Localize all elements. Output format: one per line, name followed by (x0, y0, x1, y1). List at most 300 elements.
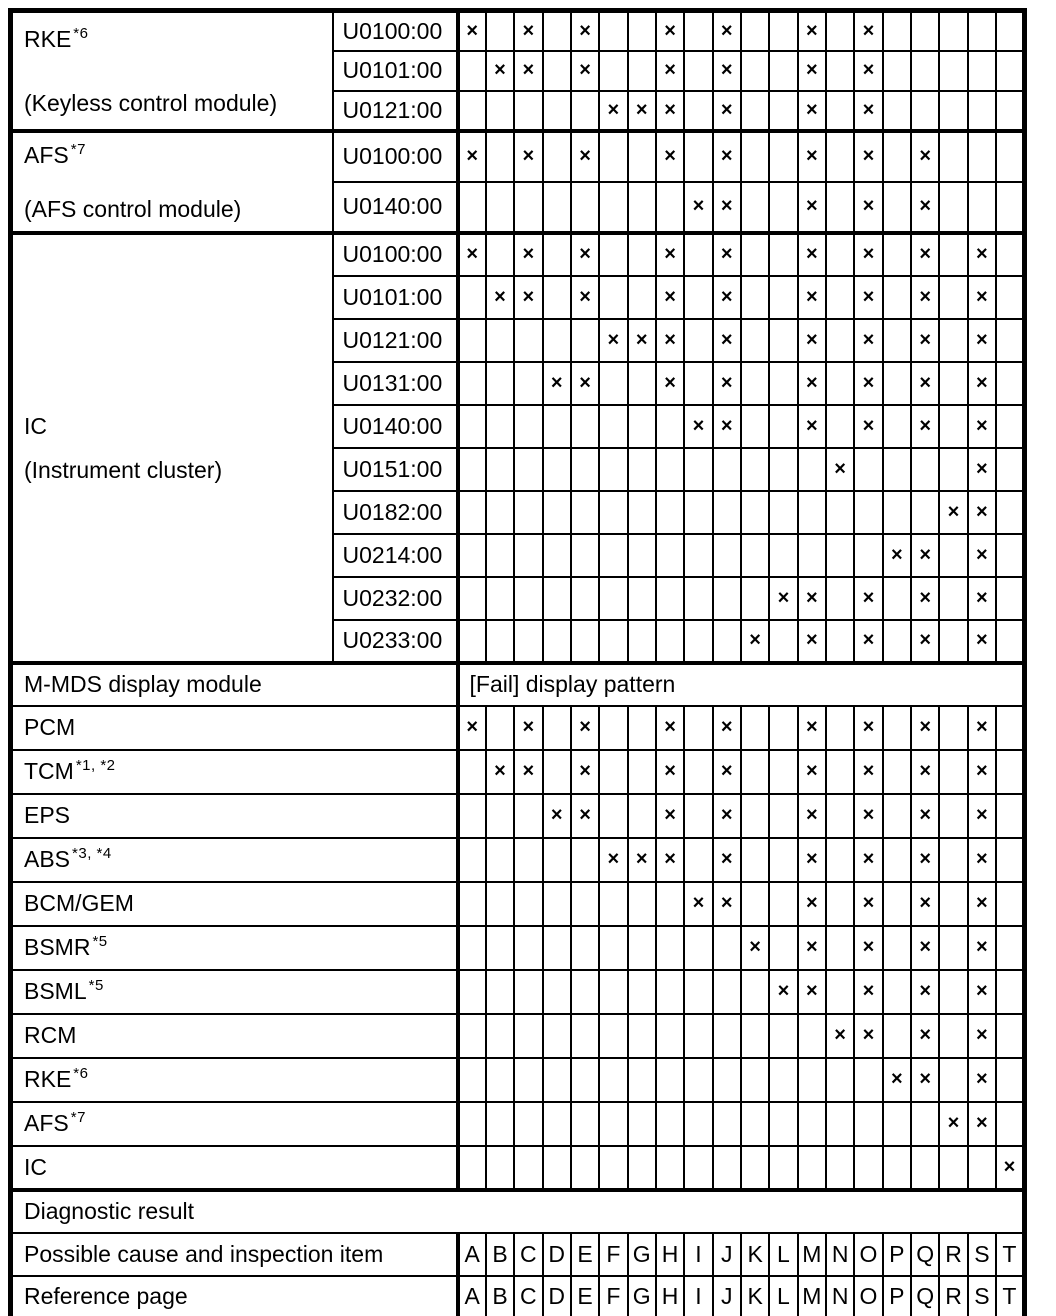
letter-cell-D: D (543, 1276, 571, 1316)
mark-cell-H (656, 970, 684, 1014)
mark-cell-I (684, 491, 712, 534)
module-label: AFS (24, 1110, 69, 1136)
mark-cell-L (769, 405, 797, 448)
mark-cell-O: × (854, 794, 882, 838)
letter-cell-O: O (854, 1276, 882, 1316)
module-label: BSMR (24, 934, 91, 960)
mark-cell-N (826, 534, 854, 577)
mark-cell-M: × (798, 405, 826, 448)
mark-cell-L (769, 233, 797, 276)
module-footnote: *7 (70, 140, 86, 158)
module-footnote: *5 (92, 933, 108, 951)
mark-cell-S: × (968, 1058, 996, 1102)
mark-cell-G (628, 405, 656, 448)
mark-cell-G (628, 620, 656, 663)
mark-cell-F (599, 1102, 627, 1146)
mark-cell-P (883, 577, 911, 620)
table-row (11, 11, 1025, 51)
mark-cell-Q: × (911, 970, 939, 1014)
mark-cell-T (996, 491, 1024, 534)
mark-cell-C (514, 91, 542, 131)
mark-cell-A (458, 750, 486, 794)
mark-cell-L (769, 448, 797, 491)
mark-cell-C: × (514, 706, 542, 750)
table-row (11, 882, 1025, 926)
mark-cell-F: × (599, 91, 627, 131)
mark-cell-J (713, 1014, 741, 1058)
mark-cell-D (543, 926, 571, 970)
mark-cell-Q: × (911, 620, 939, 663)
mark-cell-F (599, 276, 627, 319)
letter-cell-E: E (571, 1233, 599, 1276)
table-row (11, 970, 1025, 1014)
mark-cell-B (486, 182, 514, 233)
mark-cell-L (769, 1146, 797, 1190)
mark-cell-L (769, 491, 797, 534)
mark-cell-C: × (514, 11, 542, 51)
mark-cell-L (769, 838, 797, 882)
mark-cell-O: × (854, 51, 882, 91)
mark-cell-P (883, 1102, 911, 1146)
mark-cell-T (996, 182, 1024, 233)
mark-cell-Q (911, 51, 939, 91)
table-row (11, 750, 1025, 794)
mark-cell-G (628, 882, 656, 926)
mark-cell-Q: × (911, 794, 939, 838)
mark-cell-R (939, 577, 967, 620)
mark-cell-Q: × (911, 405, 939, 448)
module-group-cell (11, 11, 333, 131)
mark-cell-S: × (968, 276, 996, 319)
mark-cell-G (628, 131, 656, 182)
mark-cell-G (628, 1014, 656, 1058)
mark-cell-E: × (571, 276, 599, 319)
mark-cell-N (826, 926, 854, 970)
mark-cell-E (571, 1014, 599, 1058)
mark-cell-M: × (798, 750, 826, 794)
mark-cell-R (939, 1058, 967, 1102)
mark-cell-K (741, 448, 769, 491)
table-row (11, 1014, 1025, 1058)
mark-cell-B: × (486, 276, 514, 319)
mark-cell-P: × (883, 534, 911, 577)
module-name-line (24, 26, 332, 52)
mark-cell-R (939, 706, 967, 750)
mark-cell-K (741, 131, 769, 182)
letter-cell-L: L (769, 1233, 797, 1276)
mark-cell-D (543, 182, 571, 233)
module-footnote: *6 (73, 1065, 89, 1083)
dtc-code-cell: U0140:00 (333, 182, 458, 233)
letter-cell-T: T (996, 1233, 1024, 1276)
mark-cell-M: × (798, 276, 826, 319)
mark-cell-H (656, 882, 684, 926)
mark-cell-Q: × (911, 276, 939, 319)
letter-cell-O: O (854, 1233, 882, 1276)
module-label: TCM (24, 758, 74, 784)
mark-cell-A (458, 534, 486, 577)
mark-cell-P (883, 362, 911, 405)
mark-cell-N (826, 620, 854, 663)
mark-cell-N (826, 970, 854, 1014)
letter-cell-L: L (769, 1276, 797, 1316)
mark-cell-Q (911, 1102, 939, 1146)
mark-cell-B (486, 319, 514, 362)
mark-cell-P (883, 131, 911, 182)
mark-cell-A (458, 1058, 486, 1102)
mark-cell-C: × (514, 51, 542, 91)
mark-cell-M: × (798, 706, 826, 750)
letter-cell-K: K (741, 1233, 769, 1276)
table-row (11, 1233, 1025, 1276)
table-row (11, 1276, 1025, 1316)
mark-cell-S: × (968, 233, 996, 276)
table-row (11, 663, 1025, 706)
mark-cell-Q: × (911, 577, 939, 620)
module-cell (11, 882, 458, 926)
mark-cell-T (996, 706, 1024, 750)
mark-cell-R: × (939, 491, 967, 534)
letter-cell-M: M (798, 1233, 826, 1276)
mark-cell-H (656, 577, 684, 620)
mark-cell-K (741, 182, 769, 233)
mark-cell-K (741, 794, 769, 838)
mark-cell-J (713, 1146, 741, 1190)
mark-cell-K (741, 362, 769, 405)
mark-cell-O (854, 534, 882, 577)
mark-cell-N (826, 362, 854, 405)
mark-cell-J (713, 534, 741, 577)
mark-cell-M (798, 1058, 826, 1102)
mark-cell-B (486, 233, 514, 276)
mark-cell-S: × (968, 794, 996, 838)
mark-cell-C (514, 319, 542, 362)
mark-cell-R (939, 182, 967, 233)
mark-cell-I (684, 131, 712, 182)
mark-cell-I (684, 448, 712, 491)
mark-cell-S: × (968, 448, 996, 491)
module-cell (11, 838, 458, 882)
mark-cell-F (599, 1146, 627, 1190)
mark-cell-O: × (854, 405, 882, 448)
mark-cell-B (486, 1102, 514, 1146)
mark-cell-F: × (599, 838, 627, 882)
mark-cell-N (826, 794, 854, 838)
mark-cell-T (996, 51, 1024, 91)
mark-cell-B (486, 91, 514, 131)
mark-cell-N (826, 491, 854, 534)
mark-cell-J (713, 577, 741, 620)
mark-cell-H (656, 405, 684, 448)
mark-cell-K (741, 882, 769, 926)
mark-cell-E: × (571, 362, 599, 405)
mark-cell-M: × (798, 882, 826, 926)
mark-cell-F (599, 750, 627, 794)
mark-cell-J: × (713, 11, 741, 51)
mark-cell-L (769, 51, 797, 91)
mark-cell-M (798, 534, 826, 577)
mark-cell-F (599, 882, 627, 926)
mark-cell-N (826, 276, 854, 319)
mark-cell-D (543, 1014, 571, 1058)
letter-cell-H: H (656, 1276, 684, 1316)
module-label: IC (24, 412, 47, 439)
mark-cell-O: × (854, 131, 882, 182)
mark-cell-R (939, 1014, 967, 1058)
mark-cell-Q: × (911, 131, 939, 182)
mark-cell-Q: × (911, 534, 939, 577)
mark-cell-A (458, 182, 486, 233)
letter-cell-G: G (628, 1276, 656, 1316)
mark-cell-K (741, 233, 769, 276)
letter-cell-A: A (458, 1276, 486, 1316)
mark-cell-A (458, 276, 486, 319)
mark-cell-A (458, 51, 486, 91)
mark-cell-H (656, 1014, 684, 1058)
mark-cell-K (741, 51, 769, 91)
mark-cell-J: × (713, 91, 741, 131)
mark-cell-L (769, 1102, 797, 1146)
mark-cell-A: × (458, 233, 486, 276)
mark-cell-N (826, 1146, 854, 1190)
mark-cell-G (628, 794, 656, 838)
mark-cell-E (571, 970, 599, 1014)
mark-cell-L (769, 794, 797, 838)
mark-cell-D (543, 838, 571, 882)
mark-cell-C (514, 1102, 542, 1146)
table-row (11, 926, 1025, 970)
mark-cell-T (996, 233, 1024, 276)
mark-cell-P (883, 620, 911, 663)
mark-cell-B (486, 577, 514, 620)
mark-cell-D (543, 91, 571, 131)
module-cell (11, 1058, 458, 1102)
mark-cell-H (656, 1102, 684, 1146)
mark-cell-C (514, 534, 542, 577)
mark-cell-L (769, 534, 797, 577)
mark-cell-E: × (571, 51, 599, 91)
mark-cell-K (741, 970, 769, 1014)
mark-cell-H: × (656, 794, 684, 838)
mark-cell-C (514, 182, 542, 233)
mark-cell-T (996, 970, 1024, 1014)
mark-cell-K (741, 405, 769, 448)
mark-cell-A (458, 91, 486, 131)
mark-cell-H: × (656, 11, 684, 51)
mark-cell-N: × (826, 1014, 854, 1058)
mark-cell-M: × (798, 131, 826, 182)
mark-cell-S (968, 1146, 996, 1190)
mark-cell-T (996, 882, 1024, 926)
mark-cell-G (628, 1058, 656, 1102)
mark-cell-R (939, 838, 967, 882)
mark-cell-H (656, 620, 684, 663)
mark-cell-M (798, 1102, 826, 1146)
mark-cell-L (769, 750, 797, 794)
mark-cell-M: × (798, 970, 826, 1014)
mark-cell-S: × (968, 405, 996, 448)
mark-cell-F (599, 577, 627, 620)
mark-cell-O: × (854, 882, 882, 926)
mark-cell-B (486, 11, 514, 51)
mark-cell-E (571, 534, 599, 577)
mark-cell-A (458, 926, 486, 970)
mark-cell-A (458, 577, 486, 620)
mark-cell-L (769, 706, 797, 750)
mark-cell-H: × (656, 750, 684, 794)
module-cell (11, 794, 458, 838)
mark-cell-C: × (514, 276, 542, 319)
letter-cell-B: B (486, 1276, 514, 1316)
mark-cell-A (458, 448, 486, 491)
mark-cell-N (826, 182, 854, 233)
mark-cell-F (599, 491, 627, 534)
mark-cell-L (769, 182, 797, 233)
letter-cell-C: C (514, 1233, 542, 1276)
dtc-code-cell: U0151:00 (333, 448, 458, 491)
mark-cell-E (571, 1146, 599, 1190)
mark-cell-R (939, 970, 967, 1014)
mark-cell-E: × (571, 706, 599, 750)
mark-cell-G (628, 1102, 656, 1146)
module-label: ABS (24, 846, 71, 872)
mark-cell-P: × (883, 1058, 911, 1102)
mark-cell-H: × (656, 706, 684, 750)
mark-cell-J: × (713, 51, 741, 91)
mark-cell-Q (911, 1146, 939, 1190)
mark-cell-N (826, 91, 854, 131)
mark-cell-O: × (854, 750, 882, 794)
mark-cell-G (628, 51, 656, 91)
mark-cell-A (458, 1014, 486, 1058)
mark-cell-R (939, 131, 967, 182)
mark-cell-D (543, 534, 571, 577)
mark-cell-I (684, 750, 712, 794)
mark-cell-E (571, 1058, 599, 1102)
mark-cell-R (939, 405, 967, 448)
mark-cell-S (968, 11, 996, 51)
mark-cell-E: × (571, 233, 599, 276)
mark-cell-P (883, 491, 911, 534)
letter-cell-N: N (826, 1233, 854, 1276)
mark-cell-R: × (939, 1102, 967, 1146)
module-description: (Keyless control module) (24, 89, 278, 116)
module-name-line (24, 413, 332, 439)
mark-cell-N (826, 405, 854, 448)
mark-cell-I (684, 276, 712, 319)
mark-cell-M (798, 491, 826, 534)
mark-cell-N (826, 706, 854, 750)
mark-cell-Q (911, 91, 939, 131)
mark-cell-L (769, 91, 797, 131)
mark-cell-P (883, 970, 911, 1014)
mark-cell-F (599, 448, 627, 491)
mark-cell-I (684, 577, 712, 620)
dtc-code-cell: U0131:00 (333, 362, 458, 405)
mark-cell-J: × (713, 794, 741, 838)
letter-cell-B: B (486, 1233, 514, 1276)
mark-cell-P (883, 926, 911, 970)
mark-cell-G: × (628, 319, 656, 362)
mark-cell-R (939, 233, 967, 276)
mark-cell-J: × (713, 882, 741, 926)
mark-cell-E (571, 926, 599, 970)
mark-cell-E (571, 448, 599, 491)
mark-cell-E (571, 838, 599, 882)
mark-cell-O: × (854, 926, 882, 970)
mark-cell-L (769, 276, 797, 319)
mark-cell-B (486, 1014, 514, 1058)
mark-cell-S: × (968, 534, 996, 577)
mark-cell-I (684, 794, 712, 838)
mark-cell-C (514, 970, 542, 1014)
module-cell (11, 750, 458, 794)
mark-cell-E: × (571, 11, 599, 51)
mark-cell-N (826, 131, 854, 182)
mark-cell-M: × (798, 620, 826, 663)
mark-cell-D (543, 706, 571, 750)
mark-cell-R (939, 750, 967, 794)
table-row (11, 233, 1025, 276)
mark-cell-D (543, 577, 571, 620)
mark-cell-Q: × (911, 706, 939, 750)
mark-cell-A (458, 970, 486, 1014)
mark-cell-G (628, 11, 656, 51)
mark-cell-T (996, 319, 1024, 362)
letter-cell-M: M (798, 1276, 826, 1316)
mark-cell-R (939, 91, 967, 131)
mark-cell-A: × (458, 11, 486, 51)
mark-cell-O: × (854, 11, 882, 51)
mark-cell-O: × (854, 1014, 882, 1058)
mark-cell-F (599, 11, 627, 51)
mark-cell-F (599, 926, 627, 970)
letter-cell-P: P (883, 1276, 911, 1316)
mark-cell-B (486, 882, 514, 926)
mark-cell-O: × (854, 276, 882, 319)
mark-cell-J (713, 970, 741, 1014)
mark-cell-D (543, 448, 571, 491)
module-footnote: *5 (88, 977, 104, 995)
letter-cell-Q: Q (911, 1233, 939, 1276)
mark-cell-S (968, 51, 996, 91)
mark-cell-I (684, 706, 712, 750)
mark-cell-I (684, 620, 712, 663)
mark-cell-D (543, 319, 571, 362)
mark-cell-L (769, 11, 797, 51)
mark-cell-P (883, 794, 911, 838)
mark-cell-J (713, 448, 741, 491)
mark-cell-M: × (798, 838, 826, 882)
module-label: RKE (24, 1066, 72, 1092)
mark-cell-P (883, 91, 911, 131)
mark-cell-I (684, 970, 712, 1014)
letter-cell-N: N (826, 1276, 854, 1316)
mark-cell-Q: × (911, 319, 939, 362)
mark-cell-S: × (968, 577, 996, 620)
mark-cell-I (684, 91, 712, 131)
mark-cell-O: × (854, 706, 882, 750)
mark-cell-M: × (798, 794, 826, 838)
mark-cell-E (571, 182, 599, 233)
mark-cell-J (713, 1102, 741, 1146)
mark-cell-I (684, 1146, 712, 1190)
mark-cell-A (458, 838, 486, 882)
mark-cell-N (826, 11, 854, 51)
mark-cell-S: × (968, 838, 996, 882)
mark-cell-H: × (656, 362, 684, 405)
mark-cell-A (458, 882, 486, 926)
